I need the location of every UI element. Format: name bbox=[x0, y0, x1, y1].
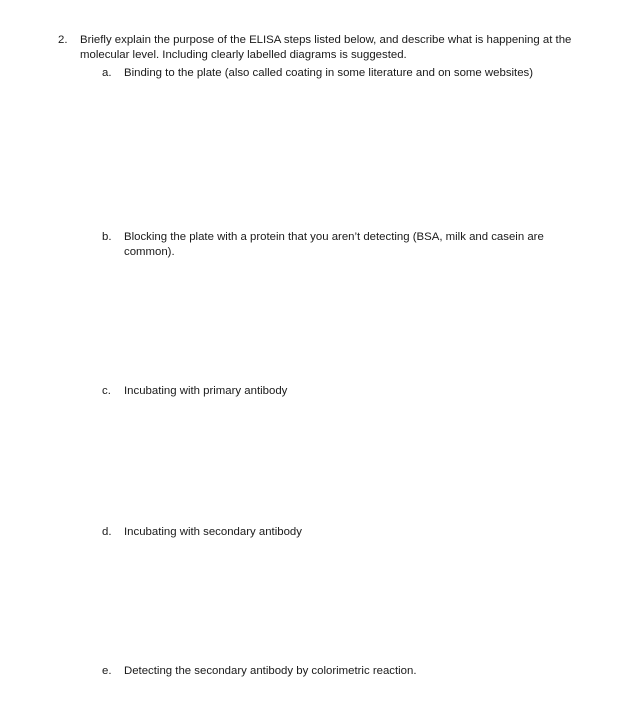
question-text: Briefly explain the purpose of the ELISA steps listed below, and describe what is happening at the molecular level. Including clearly labelled diagrams is suggested. bbox=[80, 34, 572, 61]
sub-question-letter: b. bbox=[102, 231, 112, 243]
sub-question-text: Detecting the secondary antibody by colorimetric reaction. bbox=[124, 665, 417, 677]
sub-question-text: Blocking the plate with a protein that you aren’t detecting (BSA, milk and casein are common). bbox=[124, 231, 544, 258]
question-number: 2. bbox=[58, 34, 68, 46]
sub-question-text: Incubating with primary antibody bbox=[124, 385, 288, 397]
sub-question-letter: a. bbox=[102, 67, 112, 79]
sub-question-text: Incubating with secondary antibody bbox=[124, 526, 302, 538]
sub-question-letter: d. bbox=[102, 526, 112, 538]
sub-question-letter: e. bbox=[102, 665, 112, 677]
sub-question-text: Binding to the plate (also called coating in some literature and on some websites) bbox=[124, 67, 534, 79]
sub-question-letter: c. bbox=[102, 385, 111, 397]
